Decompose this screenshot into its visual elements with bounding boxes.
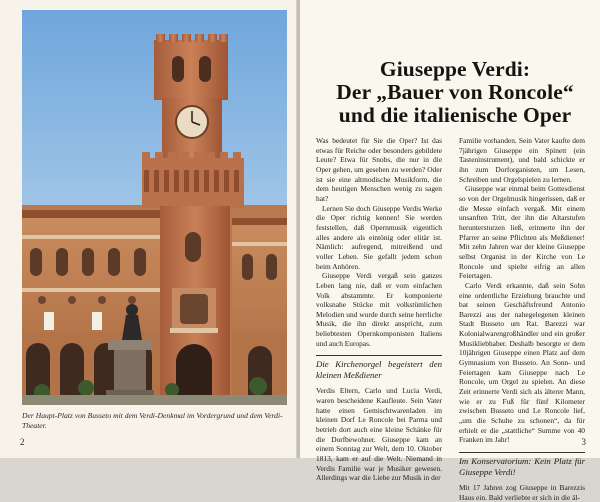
paragraph: Giuseppe Verdi vergaß sein ganzes Leben lang nie, daß er vom einfachen Volk abstammte. Er komponierte volksnahe Stücke mit volkstümlichen Melodien und wurde durch seine herrliche Musik, die ihn direkt anspricht, zum beliebtesten Opernkomponisten Italiens und auch Europas. bbox=[316, 271, 442, 348]
paragraph: Lernen Sie doch Giuseppe Verdis Werke die Oper richtig kennen! Sie werden feststellen, daß Opernmusik eigentlich alles andere als eintönig oder elitär ist. Nämlich: aufregend, mitreißend und voller Leben. Sie gefallt jedem schon beim Anhören. bbox=[316, 203, 442, 271]
title-line-1: Giuseppe Verdi: bbox=[379, 57, 531, 81]
busseto-square-photo bbox=[22, 10, 287, 405]
paragraph: Familie vorhanden. Sein Vater kaufte dem 7jährigen Giuseppe ein Spinett (ein Tasteninstrument), und bald schickte er ihn zum Dorforganisten, um Lesen, Schreiben und Orgelspielen zu lernen. bbox=[459, 136, 585, 184]
text-column-1 bbox=[316, 136, 442, 483]
divider bbox=[459, 452, 585, 453]
paragraph: Mit 17 Jahren zog Giuseppe in Barezzis Haus ein. Bald verliebte er sich in die äl- bbox=[459, 483, 585, 502]
page-number-right: 3 bbox=[581, 437, 586, 447]
page-number-left: 2 bbox=[20, 437, 25, 447]
paragraph: Carlo Verdi erkannte, daß sein Sohn eine ordentliche Erziehung brauchte und bat seinen Geschäftsfreund Antonio Barezzi aus der nahegelegenen kleinen Stadt Busseto um Rat. Barezzi war Kolonialwarengroßhändler und ein großer Musikliebhaber. Deshalb besorgte er dem 10jährigen Giuseppe einen Platz auf dem Gymnasium von Busseto. An Sonn- und Feiertagen kam Giuseppe nach Le Roncole, um Orgel zu spielen. An diese Zeit erinnerte Verdi sich als älterer Mann, wie er zu Fuß für fünf Kilometer zwischen Busseto und Le Roncole lief, „um die Schuhe zu schonen“, da für erhielt er die „stattliche“ Summe von 40 Franken im Jahr! bbox=[459, 280, 585, 445]
article-title bbox=[320, 58, 590, 127]
photo-caption: Der Haupt-Platz von Busseto mit dem Verdi-Denkmal im Vordergrund und dem Verdi-Theater. bbox=[22, 411, 283, 430]
paragraph: Verdis Eltern, Carlo und Lucia Verdi, waren bescheidene Kaufleute. Sein Vater hatte einen Gemischtwarenladen im kleinen Dorf Le Roncole bei Parma und betrieb dort auch eine kleine Schänke für die Dorfbewohner. Giuseppe kam an einem Sonntag zur Welt, dem 10. Oktober 1813, kam er auf die Welt. Niemand in Verdis Familie war je Musiker gewesen. Allerdings war die Liebe zur Musik in der bbox=[316, 386, 442, 483]
left-page bbox=[0, 0, 298, 458]
text-column-2 bbox=[459, 136, 585, 502]
title-line-3: und die italienische Oper bbox=[338, 103, 572, 127]
paragraph: Was bedeutet für Sie die Oper? Ist das etwas für Reiche oder besonders gebildete Leute? Etwa für Snobs, die nur in die Oper gehen, um gesehen zu werden? Oder ist sie eine altmodische Musikform, die dem heutigen Menschen wenig zu sagen hat? bbox=[316, 136, 442, 203]
subheading-kirchenorgel: Die Kirchenorgel begeistert den kleinen Meßdiener bbox=[316, 359, 442, 380]
subheading-konservatorium: Im Konservatorium: Kein Platz für Giuseppe Verdi! bbox=[459, 456, 585, 477]
title-line-2: Der „Bauer von Roncole“ bbox=[336, 80, 574, 104]
divider bbox=[316, 355, 442, 356]
right-page bbox=[300, 0, 600, 502]
right-wing-building bbox=[232, 218, 287, 405]
paragraph: Giuseppe war einmal beim Gottesdienst so von der Orgelmusik hingerissen, daß er die Messe einfach vergaß. Mit einem unsanften Tritt, der ihn die Altarstufen heruntersturzen ließ, erinnerte ihn der Pfarrer an seine Pflichten als Meßdiener! Mit zehn Jahren war der kleine Giuseppe selbst Organist in der Kirche von Le Roncole und spielte eifrig an allen Feiertagen. bbox=[459, 184, 585, 281]
